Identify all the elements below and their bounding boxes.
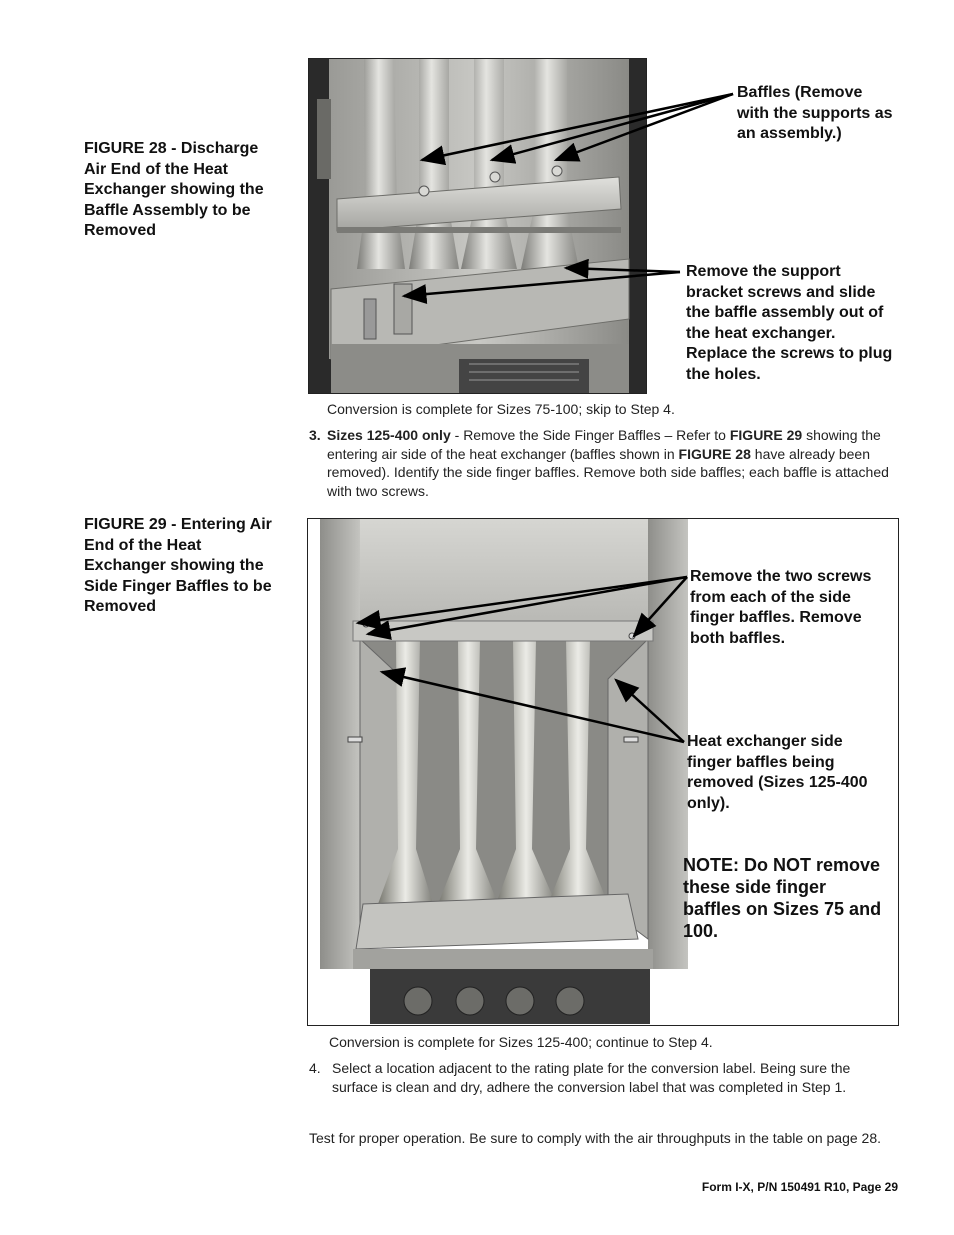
- step-3-heading: Sizes 125-400 only: [327, 427, 451, 443]
- figure-29-photo: [308, 519, 688, 1024]
- figure-28-callout-baffles: Baffles (Remove with the supports as an assembly.): [737, 84, 893, 142]
- step-3-paragraph: [327, 426, 892, 500]
- step-3-number: 3.: [309, 427, 321, 443]
- step-4-number: 4.: [309, 1060, 321, 1076]
- figure-28-callout-support-bracket: Remove the support bracket screws and slide the baffle assembly out of the heat exchanger. Replace the screws to plug the holes.: [686, 263, 893, 383]
- conversion-complete-125-400: Conversion is complete for Sizes 125-400; continue to Step 4.: [329, 1034, 713, 1050]
- step-3-text-3: have already been removed). Identify the side finger baffles. Remove both side baffles; each baffle is attached with two screws.: [327, 445, 889, 499]
- figure-29-note: NOTE: Do NOT remove these side finger baffles on Sizes 75 and 100.: [683, 855, 882, 941]
- conversion-complete-75-100: Conversion is complete for Sizes 75-100; skip to Step 4.: [327, 401, 675, 417]
- figure-29-callout-screws: Remove the two screws from each of the side finger baffles. Remove both baffles.: [690, 568, 872, 647]
- step-3-text-1: - Remove the Side Finger Baffles – Refer to: [450, 427, 730, 443]
- figure-28-photo: [308, 58, 647, 394]
- figure-28-caption: FIGURE 28 - Discharge Air End of the Heat Exchanger showing the Baffle Assembly to be Removed: [84, 140, 264, 239]
- figure-29-caption: FIGURE 29 - Entering Air End of the Heat Exchanger showing the Side Finger Baffles to be Removed: [84, 516, 272, 615]
- page-footer: Form I-X, P/N 150491 R10, Page 29: [701, 1180, 898, 1194]
- figure-29-callout-side-baffles: Heat exchanger side finger baffles being removed (Sizes 125-400 only).: [687, 733, 868, 812]
- step-3-text-2: showing the entering air side of the heat exchanger (baffles shown in: [327, 427, 881, 462]
- step-3-figure-28-ref[interactable]: FIGURE 28: [678, 445, 751, 462]
- test-paragraph: Test for proper operation. Be sure to comply with the air throughputs in the table on page 28.: [309, 1130, 882, 1146]
- step-3-figure-29-ref[interactable]: FIGURE 29: [729, 427, 803, 443]
- step-4-paragraph: Select a location adjacent to the rating plate for the conversion label. Being sure the surface is clean and dry, adhere the conversion label that was completed in Step 1.: [332, 1060, 851, 1095]
